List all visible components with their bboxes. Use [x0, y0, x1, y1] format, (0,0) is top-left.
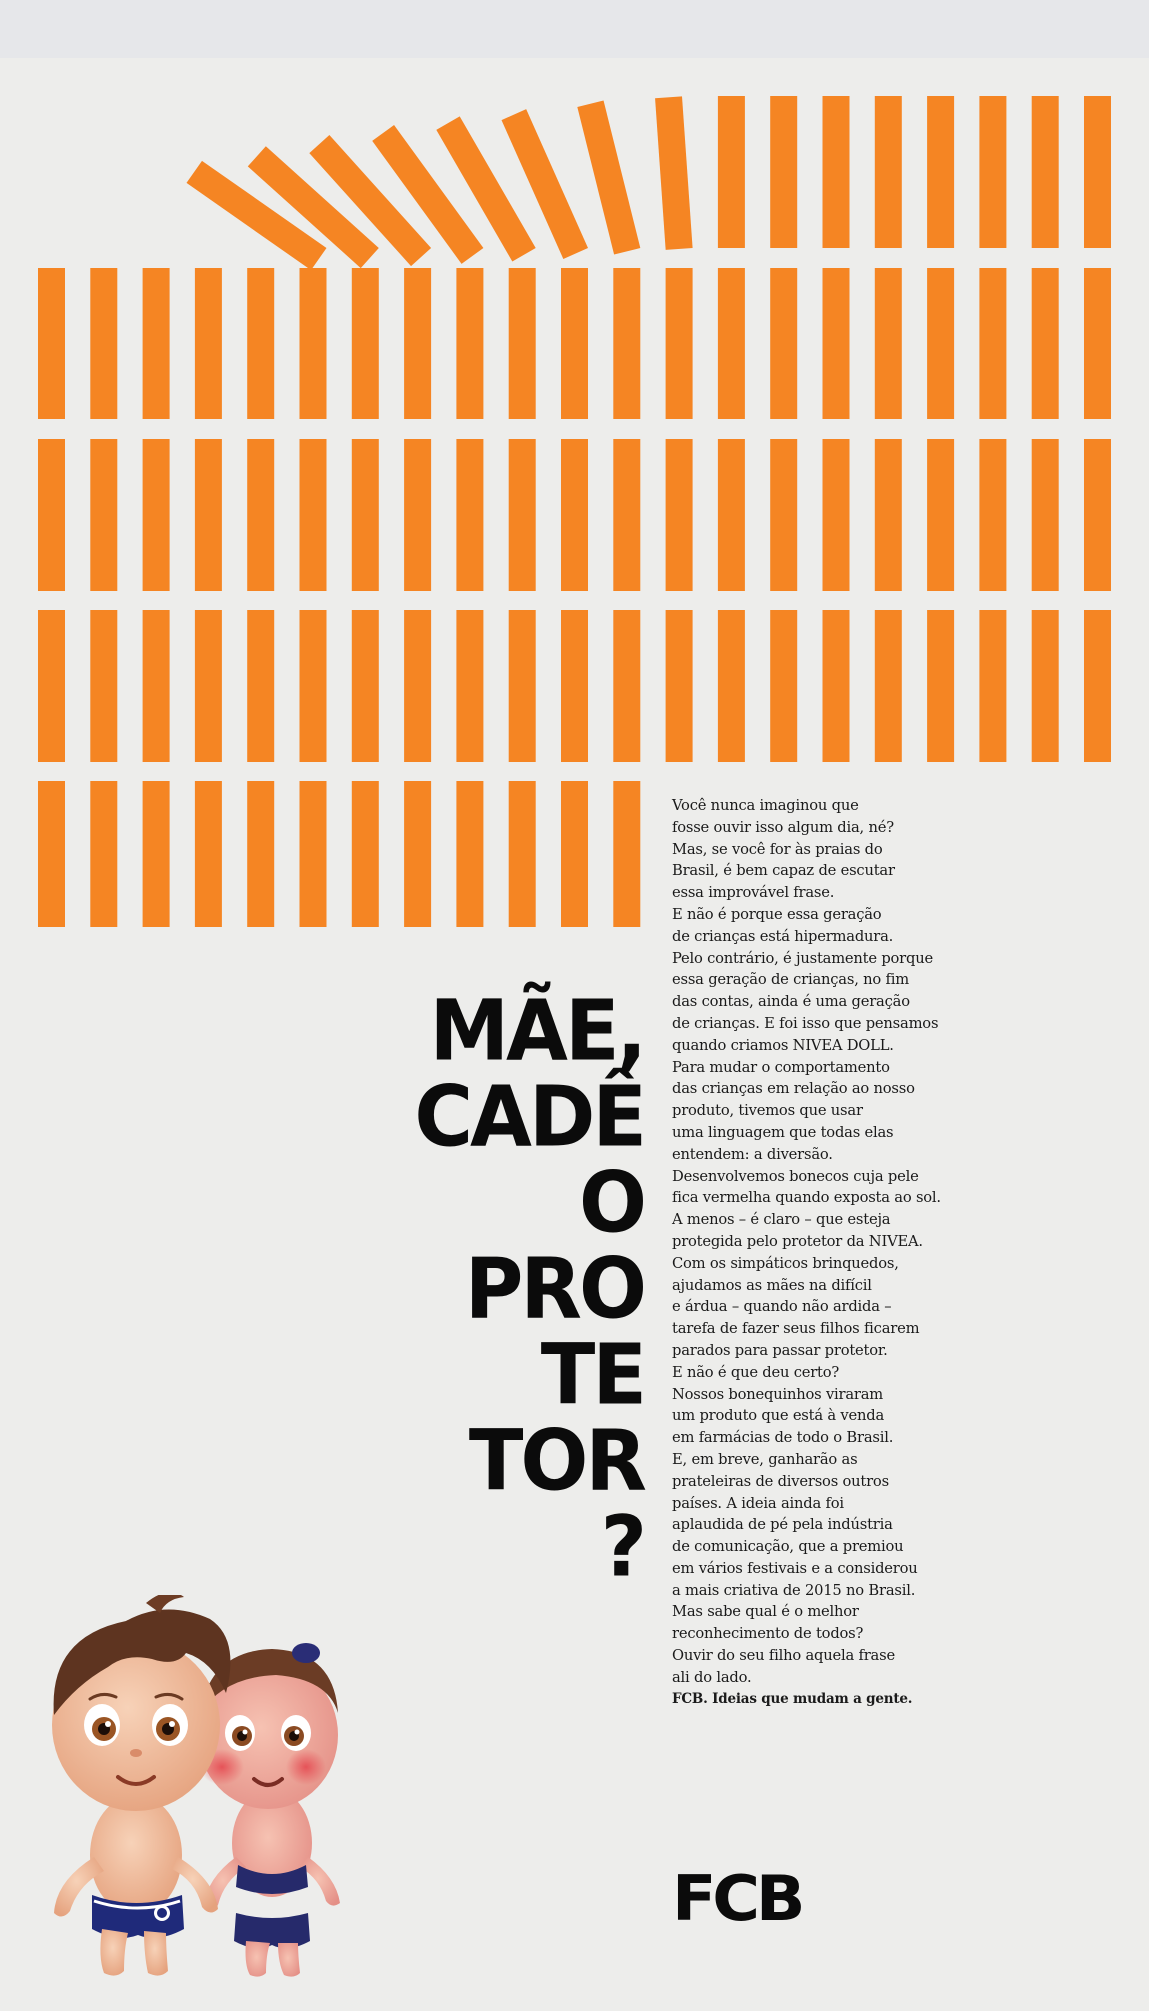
domino-bar — [456, 268, 483, 419]
domino-bar — [561, 610, 588, 762]
domino-bar — [875, 610, 902, 762]
domino-bar — [187, 161, 327, 270]
domino-bar — [404, 268, 431, 419]
domino-bar — [718, 610, 745, 762]
domino-bar — [38, 439, 65, 591]
domino-bar — [300, 268, 327, 419]
body-line: aplaudida de pé pela indústria — [672, 1516, 893, 1534]
body-line: ali do lado. — [672, 1668, 752, 1686]
domino-bar — [247, 781, 274, 927]
domino-bar — [456, 610, 483, 762]
domino-bar — [90, 439, 117, 591]
domino-bar — [509, 781, 536, 927]
domino-bar — [613, 781, 640, 927]
body-line: Pelo contrário, é justamente porque — [672, 949, 933, 967]
body-line: entendem: a diversão. — [672, 1145, 833, 1163]
domino-bar — [979, 439, 1006, 591]
domino-bar — [195, 610, 222, 762]
domino-bar — [718, 268, 745, 419]
domino-bar — [404, 439, 431, 591]
domino-bar — [927, 439, 954, 591]
domino-bar — [718, 96, 745, 248]
domino-bar — [456, 781, 483, 927]
domino-bar — [1032, 96, 1059, 248]
domino-bar — [1084, 96, 1111, 248]
headline-line: TE — [540, 1325, 644, 1424]
domino-bar — [1032, 268, 1059, 419]
body-line: reconhecimento de todos? — [672, 1625, 864, 1643]
headline-line: ? — [600, 1497, 644, 1596]
body-line: Para mudar o comportamento — [672, 1058, 890, 1076]
domino-bar — [770, 268, 797, 419]
body-line: um produto que está à venda — [672, 1407, 885, 1425]
domino-bar — [613, 610, 640, 762]
domino-bar — [770, 439, 797, 591]
body-line: A menos – é claro – que esteja — [672, 1211, 891, 1229]
domino-bar — [509, 268, 536, 419]
domino-bar — [655, 96, 693, 250]
domino-bar — [247, 439, 274, 591]
domino-bar — [823, 96, 850, 248]
domino-bar — [875, 439, 902, 591]
domino-bar — [352, 781, 379, 927]
body-line: fica vermelha quando exposta ao sol. — [672, 1189, 941, 1207]
boy-doll — [52, 1595, 230, 1976]
domino-bar — [561, 268, 588, 419]
body-line: E não é porque essa geração — [672, 905, 882, 923]
body-line: uma linguagem que todas elas — [672, 1123, 894, 1141]
domino-pattern — [0, 0, 1149, 1000]
domino-bar — [38, 781, 65, 927]
domino-bar — [875, 96, 902, 248]
domino-bar — [666, 439, 693, 591]
domino-bar — [143, 268, 170, 419]
domino-bar — [718, 439, 745, 591]
domino-bar — [770, 96, 797, 248]
domino-bar — [195, 268, 222, 419]
domino-bar — [143, 439, 170, 591]
body-line: Com os simpáticos brinquedos, — [672, 1254, 899, 1272]
domino-bar — [927, 96, 954, 248]
body-line: parados para passar protetor. — [672, 1341, 888, 1359]
domino-bar — [300, 610, 327, 762]
domino-bar — [352, 610, 379, 762]
headline-line: MÃE, — [429, 981, 644, 1080]
domino-bar — [1084, 268, 1111, 419]
body-line: Desenvolvemos bonecos cuja pele — [672, 1167, 919, 1185]
headline-line: O — [578, 1153, 644, 1252]
body-line: Brasil, é bem capaz de escutar — [672, 862, 895, 880]
domino-bar — [372, 125, 483, 264]
domino-bar — [404, 610, 431, 762]
domino-bar — [247, 610, 274, 762]
domino-bar — [143, 610, 170, 762]
body-line: Ouvir do seu filho aquela frase — [672, 1647, 895, 1665]
domino-bar — [1084, 610, 1111, 762]
body-line: a mais criativa de 2015 no Brasil. — [672, 1581, 916, 1599]
domino-bar — [561, 439, 588, 591]
domino-bar — [1032, 439, 1059, 591]
body-line: E não é que deu certo? — [672, 1363, 840, 1381]
domino-bar — [613, 268, 640, 419]
domino-bar — [456, 439, 483, 591]
body-line: produto, tivemos que usar — [672, 1102, 863, 1120]
body-line: de crianças. E foi isso que pensamos — [672, 1014, 939, 1032]
domino-bar — [248, 146, 379, 268]
domino-bar — [195, 781, 222, 927]
domino-bar — [666, 268, 693, 419]
domino-bar — [352, 268, 379, 419]
domino-bar — [300, 439, 327, 591]
body-line: Mas, se você for às praias do — [672, 840, 883, 858]
tagline: FCB. Ideias que mudam a gente. — [672, 1690, 913, 1707]
body-line: quando criamos NIVEA DOLL. — [672, 1036, 894, 1054]
domino-bar — [666, 610, 693, 762]
nivea-doll-children-illustration — [50, 1595, 370, 1980]
body-line: essa geração de crianças, no fim — [672, 971, 909, 989]
domino-bar — [436, 116, 535, 261]
body-line: Nossos bonequinhos viraram — [672, 1385, 884, 1403]
domino-bar — [927, 610, 954, 762]
domino-bar — [195, 439, 222, 591]
domino-bar — [502, 109, 588, 259]
domino-bar — [577, 101, 640, 255]
body-line: ajudamos as mães na difícil — [672, 1276, 872, 1294]
body-line: Você nunca imaginou que — [672, 797, 859, 814]
domino-bar — [979, 610, 1006, 762]
body-copy — [672, 795, 941, 1710]
body-line: fosse ouvir isso algum dia, né? — [672, 818, 894, 836]
domino-bar — [979, 268, 1006, 419]
domino-bar — [38, 610, 65, 762]
domino-bar — [38, 268, 65, 419]
domino-bar — [561, 781, 588, 927]
domino-bar — [613, 439, 640, 591]
body-line: tarefa de fazer seus filhos ficarem — [672, 1320, 920, 1338]
headline-line: CADÊ — [414, 1067, 644, 1166]
body-line: Mas sabe qual é o melhor — [672, 1603, 859, 1621]
body-line: protegida pelo protetor da NIVEA. — [672, 1232, 923, 1250]
domino-bar — [1084, 439, 1111, 591]
body-line: prateleiras de diversos outros — [672, 1472, 889, 1490]
domino-bar — [352, 439, 379, 591]
domino-bar — [875, 268, 902, 419]
domino-bar — [404, 781, 431, 927]
body-line: em vários festivais e a considerou — [672, 1559, 918, 1577]
domino-bar — [300, 781, 327, 927]
domino-bar — [1032, 610, 1059, 762]
headline-line: PRO — [464, 1239, 644, 1338]
domino-bar — [309, 135, 431, 266]
domino-bar — [143, 781, 170, 927]
headline — [300, 981, 644, 1596]
domino-bar — [823, 268, 850, 419]
body-line: de crianças está hipermadura. — [672, 927, 894, 945]
top-strip — [0, 0, 1149, 58]
body-line: países. A ideia ainda foi — [672, 1494, 844, 1512]
domino-bar — [90, 268, 117, 419]
domino-bar — [90, 781, 117, 927]
domino-bar — [823, 610, 850, 762]
headline-line: TOR — [468, 1411, 644, 1510]
girl-doll — [198, 1643, 340, 1977]
body-line: em farmácias de todo o Brasil. — [672, 1429, 894, 1447]
body-line: e árdua – quando não ardida – — [672, 1298, 892, 1316]
domino-bar — [770, 610, 797, 762]
body-line: E, em breve, ganharão as — [672, 1450, 858, 1468]
domino-bar — [927, 268, 954, 419]
body-line: essa improvável frase. — [672, 884, 835, 902]
domino-bar — [90, 610, 117, 762]
body-line: das contas, ainda é uma geração — [672, 993, 910, 1011]
body-line: de comunicação, que a premiou — [672, 1538, 904, 1556]
domino-bar — [509, 610, 536, 762]
domino-bar — [823, 439, 850, 591]
domino-bar — [979, 96, 1006, 248]
domino-bar — [247, 268, 274, 419]
fcb-logo: FCB — [672, 1862, 802, 1935]
body-line: das crianças em relação ao nosso — [672, 1080, 915, 1098]
domino-bar — [509, 439, 536, 591]
